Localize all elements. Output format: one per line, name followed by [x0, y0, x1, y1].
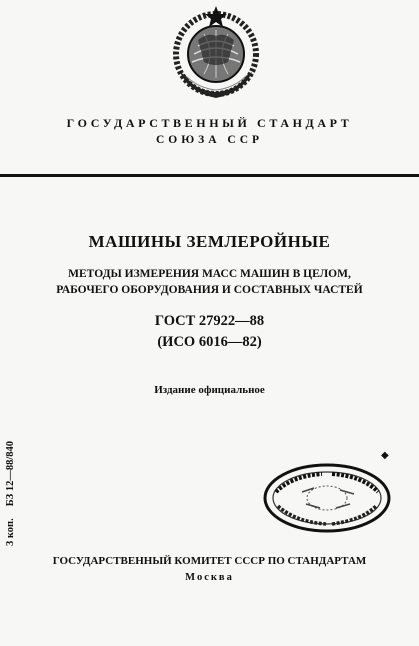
gost-number: ГОСТ 27922—88	[154, 313, 265, 329]
header-line-2: СОЮЗА ССР	[155, 134, 264, 146]
document-subtitle	[0, 266, 419, 298]
iso-number: (ИСО 6016—82)	[157, 334, 262, 350]
print-code-label: БЗ 12—88/840	[5, 441, 16, 507]
state-emblem-icon	[168, 2, 264, 102]
document-title: МАШИНЫ ЗЕМЛЕРОЙНЫЕ	[88, 232, 331, 251]
ink-mark: ◆	[381, 450, 389, 461]
header-rule	[0, 174, 419, 177]
subtitle-line-1: МЕТОДЫ ИЗМЕРЕНИЯ МАСС МАШИН В ЦЕЛОМ,	[68, 268, 351, 280]
library-stamp-image	[262, 462, 392, 534]
header-line-1: ГОСУДАРСТВЕННЫЙ СТАНДАРТ	[66, 116, 353, 130]
price-label: 3 коп.	[5, 518, 16, 546]
subtitle-line-2: РАБОЧЕГО ОБОРУДОВАНИЯ И СОСТАВНЫХ ЧАСТЕЙ	[56, 284, 363, 296]
publisher-city: Москва	[185, 572, 234, 583]
edition-note: Издание официальное	[154, 384, 265, 396]
side-vertical-text	[5, 441, 16, 546]
publisher-name: ГОСУДАРСТВЕННЫЙ КОМИТЕТ СССР ПО СТАНДАРТАМ	[52, 555, 367, 567]
